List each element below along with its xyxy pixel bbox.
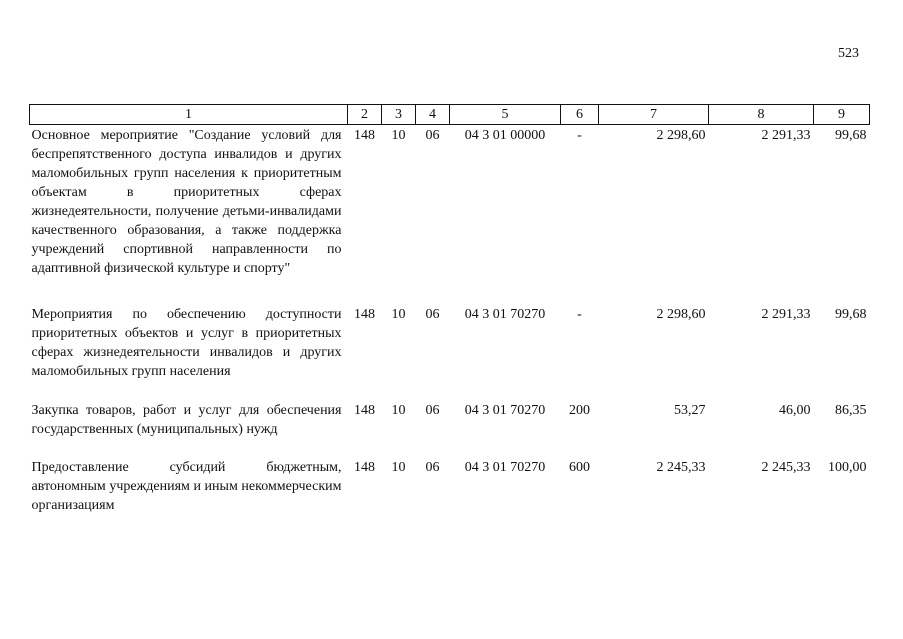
subsection-code: 06: [425, 307, 440, 322]
ministry-code: 148: [354, 460, 375, 475]
subsection-code: 06: [425, 128, 440, 143]
execution-percent: 99,68: [835, 307, 867, 322]
table-row: [30, 304, 870, 400]
executed-amount: 2 291,33: [761, 128, 811, 143]
column-header: 6: [561, 105, 599, 125]
row-description: Закупка товаров, работ и услуг для обеспечения государственных (муниципальных) нужд: [31, 403, 342, 437]
row-description: Основное мероприятие "Создание условий для беспрепятственного доступа инвалидов и других маломобильных групп населения к приоритетным объектам в приоритетных сферах жизнедеятельности, получение детьми-инвалидами качественного образования, а также поддержка учреждений спортивной направленности по адаптивной физической культуре и спорту": [31, 128, 342, 276]
expense-type-code: -: [577, 128, 582, 143]
subsection-code: 06: [425, 403, 440, 418]
executed-amount: 2 291,33: [761, 307, 811, 322]
executed-amount: 46,00: [779, 403, 811, 418]
target-article-code: 04 3 01 00000: [464, 128, 546, 143]
row-description: Мероприятия по обеспечению доступности приоритетных объектов и услуг в приоритетных сферах жизнедеятельности инвалидов и других маломобильных групп населения: [31, 307, 342, 379]
execution-percent: 86,35: [835, 403, 867, 418]
table-row: [30, 400, 870, 457]
column-header: 1: [30, 105, 348, 125]
execution-percent: 100,00: [828, 460, 867, 475]
page-number: 523: [838, 46, 859, 61]
column-header: 5: [450, 105, 561, 125]
ministry-code: 148: [354, 403, 375, 418]
execution-percent: 99,68: [835, 128, 867, 143]
planned-amount: 2 298,60: [656, 307, 706, 322]
table-row: [30, 125, 870, 305]
subsection-code: 06: [425, 460, 440, 475]
column-header: 2: [348, 105, 382, 125]
planned-amount: 53,27: [674, 403, 706, 418]
row-description: Предоставление субсидий бюджетным, автономным учреждениям и иным некоммерческим организациям: [31, 460, 342, 513]
target-article-code: 04 3 01 70270: [464, 307, 546, 322]
ministry-code: 148: [354, 128, 375, 143]
ministry-code: 148: [354, 307, 375, 322]
column-header: 4: [416, 105, 450, 125]
planned-amount: 2 245,33: [656, 460, 706, 475]
column-header: 3: [382, 105, 416, 125]
executed-amount: 2 245,33: [761, 460, 811, 475]
planned-amount: 2 298,60: [656, 128, 706, 143]
column-header: 9: [814, 105, 870, 125]
column-header: 8: [709, 105, 814, 125]
header-row: [30, 105, 870, 125]
target-article-code: 04 3 01 70270: [464, 403, 546, 418]
target-article-code: 04 3 01 70270: [464, 460, 546, 475]
section-code: 10: [391, 128, 406, 143]
table-row: [30, 457, 870, 515]
section-code: 10: [391, 460, 406, 475]
expense-type-code: 200: [569, 403, 590, 418]
column-header: 7: [599, 105, 709, 125]
section-code: 10: [391, 307, 406, 322]
expense-type-code: 600: [569, 460, 590, 475]
expense-type-code: -: [577, 307, 582, 322]
budget-table: [29, 104, 870, 515]
section-code: 10: [391, 403, 406, 418]
